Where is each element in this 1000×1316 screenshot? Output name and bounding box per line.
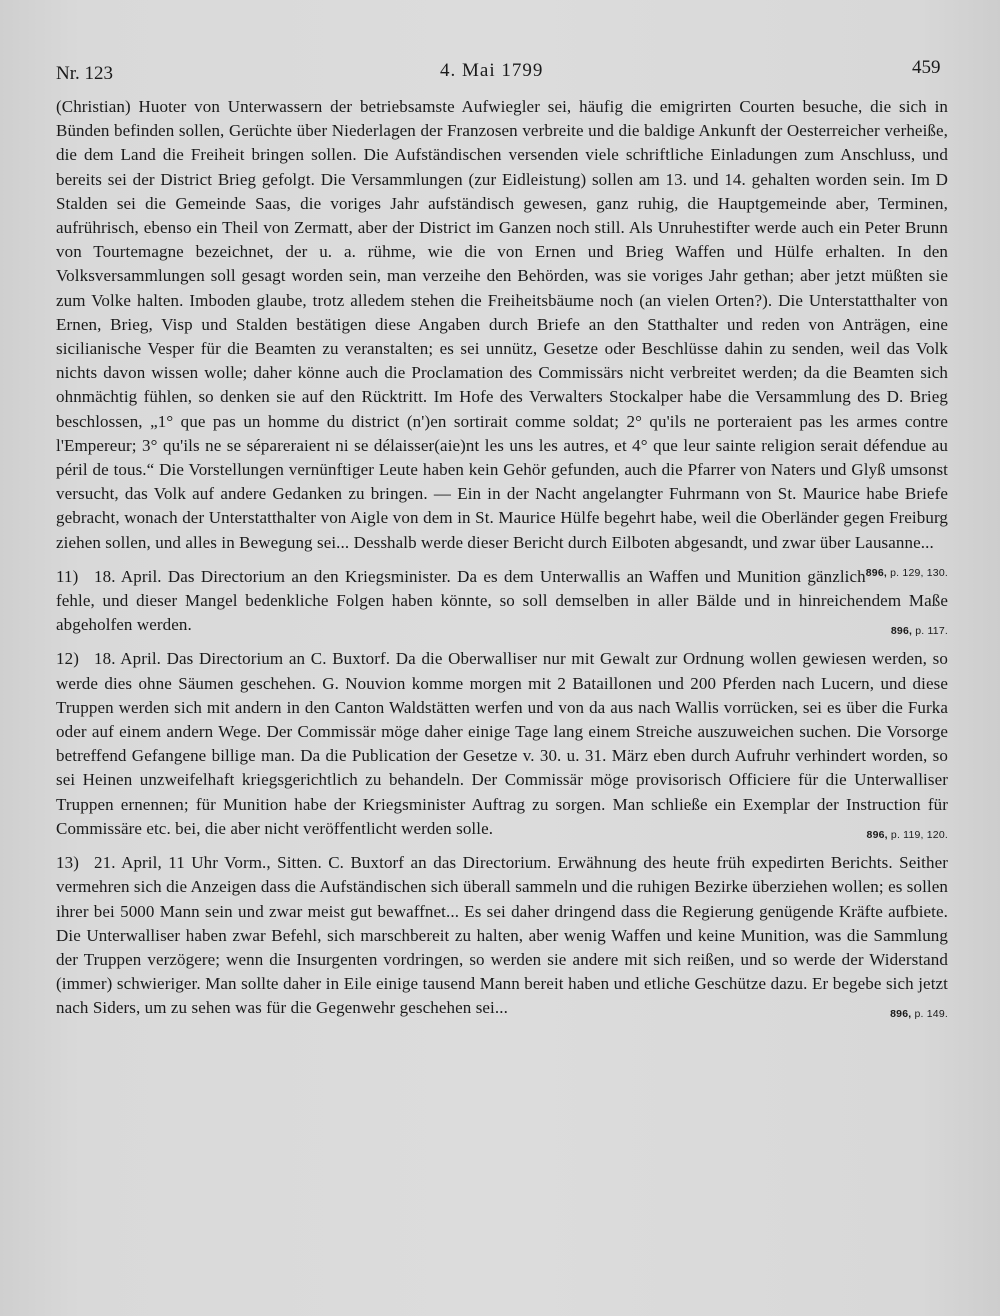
source-pages: p. 117. [915, 625, 948, 638]
source-reference [890, 1002, 948, 1026]
header-date: 4. Mai 1799 [440, 60, 544, 81]
paragraph-text: 21. April, 11 Uhr Vorm., Sitten. C. Buxtorf an das Directorium. Erwähnung des heute früh expedirten Berichts. Seither vermehren sich die Anzeigen dass die Aufständischen sich überall sammeln und die ruhigen Bezirke überziehen wollen; es sollen ihrer bei 5000 Mann sein und zwar meist gut bewaffnet... Es sei daher dringend dass die Regierung genügende Kräfte aufbiete. Die Unterwalliser haben zwar Befehl, sich marschbereit zu halten, aber wenig Waffen und keine Munition, was die Sammlung der Truppen verzögere; wenn die Insurgenten vordringen, so werden sie andere mit sich reißen, und so werde der Widerstand (immer) schwieriger. Man sollte daher in Eile einige tausend Mann bereit haben und etliche Geschütze dazu. Er begebe sich jetzt nach Siders, um zu sehen was für die Gegenwehr geschehen sei... [56, 853, 948, 1018]
source-pages: p. 149. [914, 1008, 948, 1021]
item-number: 13) [56, 853, 79, 873]
page-header [0, 57, 1000, 90]
item-number: 12) [56, 649, 79, 669]
source-pages: p. 119, 120. [890, 828, 948, 841]
page-number: 459 [912, 57, 941, 78]
source-reference [891, 619, 948, 643]
source-number: 896, [866, 828, 888, 841]
paragraph-text: 18. April. Das Directorium an den Kriegsminister. Da es dem Unterwallis an Waffen und Munition gänzlich fehle, und dieser Mangel bedenkliche Folgen haben könnte, so soll demselben in aller Bälde und in hinreichendem Maße abgeholfen werden. [56, 566, 948, 635]
source-number: 896, [890, 625, 913, 638]
item-number: 11) [56, 566, 79, 586]
paragraph-text: 18. April. Das Directorium an C. Buxtorf. Da die Oberwalliser nur mit Gewalt zur Ordnung wollen gewiesen werden, so werde dies ohne Säumen geschehen. G. Nouvion komme morgen mit 2 Bataillonen und 200 Pferden nach Lucern, und diese Truppen werden sich mit andern in den Canton Waldstätten werfen und von da aus nach Wallis vorrücken, sei es über die Furka oder auf einem andern Wege. Der Commissär möge daher einige Tage lang einem Streiche auszuweichen suchen. Die Vorsorge betreffend Gefangene billige man. Da die Publication der Gesetze v. 30. u. 31. März eben durch Aufruhr verhindert worden, so sei Heinen unzweifelhaft kriegsgerichtlich zu behandeln. Der Commissär möge provisorisch Officiere für die Unterwalliser Truppen ernennen; für Munition habe der Kriegsminister Auftrag zu sorgen. Man schließe ein Exemplar der Instruction für Commissäre etc. bei, die aber nicht veröffentlicht werden solle. [56, 649, 948, 838]
source-reference [867, 823, 948, 847]
paragraph-item-13 [56, 851, 948, 1020]
source-pages: p. 129, 130. [890, 566, 948, 579]
document-body [56, 95, 948, 1027]
paragraph-item-12 [56, 647, 948, 841]
paragraph-item-11 [56, 565, 948, 638]
paragraph-text: (Christian) Huoter von Unterwassern der betriebsamste Aufwiegler sei, häufig die emigrirten Courten besuche, die sich in Bünden befinden sollen, Gerüchte über Niederlagen der Franzosen verbreite und die baldige Ankunft der Oesterreicher verheiße, die dem Land die Freiheit bringen sollen. Die Aufständischen versenden viele schriftliche Einladungen zum Anschluss, und bereits sei der District Brieg gefolgt. Die Versammlungen (zur Eidleistung) sollen am 13. und 14. gehalten worden sein. Im D Stalden sei die Gemeinde Saas, die voriges Jahr aufständisch gewesen, ganz ruhig, die Hauptgemeinde aber, Terminen, aufrührisch, ebenso ein Theil von Zermatt, aber der District im Ganzen noch still. Als Unruhestifter werde auch ein Peter Brunn von Tourtemagne bezeichnet, der u. a. rühme, wie die von Ernen und Brieg Waffen und Hülfe erhalten. In den Volksversammlungen soll gesagt worden sein, man verzeihe den Behörden, was sie voriges Jahr gethan; aber jetzt müßten sie zum Volke halten. Imboden glaube, trotz alledem stehen die Freiheitsbäume noch (an vielen Orten?). Die Unterstatthalter von Ernen, Brieg, Visp und Stalden bestätigen diese Angaben durch Briefe an den Statthalter und reden von Anträgen, eine sicilianische Vesper für die Beamten zu veranstalten; es sei unnütz, Gesetze oder Beschlüsse dahin zu senden, weil das Volk nichts davon wissen wolle; daher könne auch die Proclamation des Commissärs nicht verbreitet werden; da die Beamten sich ohnmächtig fühlen, so denken sie auf den Rücktritt. Im Hofe des Verwalters Stockalper habe die Versammlung des D. Brieg beschlossen, „1° que pas un homme du district (n')en sortirait comme soldat; 2° qu'ils ne porteraient pas les armes contre l'Empereur; 3° qu'ils ne se sépareraient ni se délaisser(aie)nt les uns les autres, et 4° que leur sainte religion serait défendue au péril de tous.“ Die Vorstellungen vernünftiger Leute haben kein Gehör gefunden, auch die Pfarrer von Naters und Glyß umsonst versucht, das Volk auf andere Gedanken zu bringen. — Ein in der Nacht angelangter Fuhrmann von St. Maurice habe Briefe gebracht, wonach der Unterstatthalter von Aigle von dem in St. Maurice Hülfe begehrt habe, weil die Oberländer gegen Freiburg ziehen sollen, und alles in Bewegung sei... Desshalb werde dieser Bericht durch Eilboten abgesandt, und zwar über Lausanne... [56, 97, 948, 552]
document-number: Nr. 123 [56, 63, 113, 84]
source-number: 896, [890, 1008, 912, 1021]
source-number: 896, [865, 566, 887, 579]
